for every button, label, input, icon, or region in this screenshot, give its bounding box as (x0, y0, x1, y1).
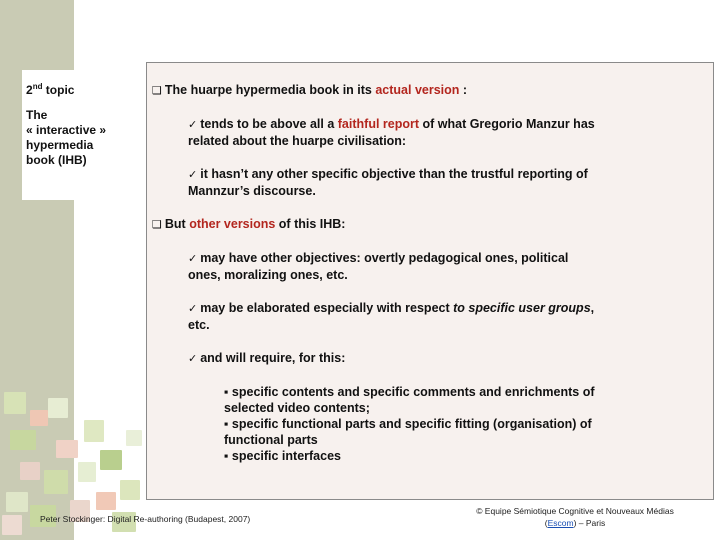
topic-heading: 2nd topic (26, 82, 75, 97)
paragraph-other-versions: ❑ But other versions of this IHB: (152, 217, 346, 231)
check-icon: ✓ (188, 352, 198, 365)
check-item-will-require: ✓ and will require, for this: (188, 351, 346, 365)
square-bullet-icon: ❑ (152, 218, 162, 231)
list-item: ▪ specific contents and specific comments and enrichments of (224, 385, 595, 399)
list-item: ▪ specific interfaces (224, 449, 341, 463)
list-item-cont: selected video contents; (224, 401, 370, 415)
list-item: ▪ specific functional parts and specific fitting (organisation) of (224, 417, 592, 431)
check-icon: ✓ (188, 252, 198, 265)
square-bullet-icon: ❑ (152, 84, 162, 97)
footer-copyright: © Equipe Sémiotique Cognitive et Nouveaux Médias (Escom) – Paris (476, 506, 674, 528)
check-item-trustful-reporting: ✓ it hasn’t any other specific objective than the trustful reporting of Mannzur’s discourse. (188, 167, 588, 198)
escom-link[interactable]: Escom (547, 518, 574, 528)
footer-author: Peter Stockinger: Digital Re-authoring (Budapest, 2007) (40, 514, 251, 524)
check-icon: ✓ (188, 168, 198, 181)
paragraph-actual-version: ❑ The huarpe hypermedia book in its actual version : (152, 83, 468, 97)
check-item-faithful-report: ✓ tends to be above all a faithful report of what Gregorio Manzur has related about the huarpe civilisation: (188, 117, 595, 148)
ihb-title: The « interactive » hypermedia book (IHB) (26, 108, 107, 167)
check-icon: ✓ (188, 118, 198, 131)
check-item-user-groups: ✓ may be elaborated especially with respect to specific user groups, etc. (188, 301, 595, 332)
check-icon: ✓ (188, 302, 198, 315)
requirements-list (224, 384, 664, 464)
check-item-other-objectives: ✓ may have other objectives: overtly pedagogical ones, political ones, moralizing ones, etc. (188, 251, 569, 282)
list-item-cont: functional parts (224, 433, 318, 447)
